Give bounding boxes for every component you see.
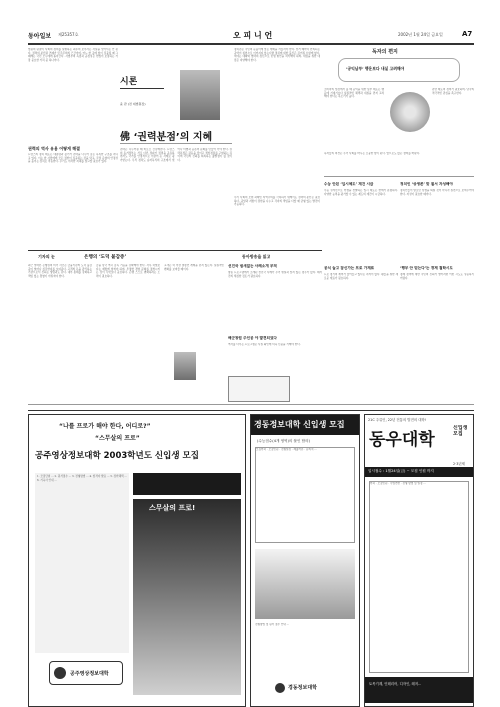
letters-text-2: 관련 제도의 정비가 필요하며, 당국의 적극적인 관심을 촉구한다.: [432, 88, 474, 95]
opinion-text-col-1: 법원의 판결이 사회의 정의를 실현하는 최후의 보루라는 사실을 잊어서는 안 된다. 권력의 분산과 견제가 민주주의의 근간이며, 어느 한 곳에 힘이 집중될 때 그 폐해는 국민 모두에게 돌아간다. 사법부의 독립과 공정성은 헌법이 보장하는 가장 중요한 가치 중 하나이다.: [28, 48, 118, 62]
ad-gongju-slogan: 스무살의 프로!: [149, 504, 196, 512]
letters-illustration: [390, 92, 430, 132]
lower-text-2: 역사를 다루는 프로그램은 사실 확인에 더욱 신중을 기해야 한다.: [228, 343, 301, 346]
letter-headline-4: ‘행부 안 믿는다’는 경제 철학시도: [400, 266, 453, 270]
ad-kyungdong-photo: [255, 549, 355, 619]
ad-dongwoo: [364, 414, 474, 707]
contact-box: [228, 376, 290, 402]
paper-name: 동아일보: [28, 33, 52, 40]
ad-dongwoo-bottom-text: 토목기계, 인테리어, 디자인, 레저...: [369, 682, 422, 686]
author-photo: [180, 70, 220, 120]
ad-gongju-photo: [133, 499, 241, 695]
ads-top-rule: [28, 410, 474, 411]
logo-icon: [275, 683, 285, 693]
letters-top-headline: ‘공익납부’ 행운보다 내실 고려해야: [346, 66, 405, 71]
ad-dongwoo-table: 학과 · 모집인원 · 수업연한 · 전형 방법 및 일정 ...: [369, 481, 469, 673]
column-byline: 윤 관 (전 대법원장): [120, 102, 146, 106]
ad-gongju-title: 공주영상정보대학 2003학년도 신입생 모집: [35, 451, 199, 461]
ad-kyungdong-info: 전형방법 및 원서 접수 안내 ...: [255, 623, 290, 626]
ad-dongwoo-period: 2·3년제: [453, 462, 465, 466]
masthead-rule: [28, 43, 474, 45]
letter-headline-2: 정치인 ‘상생론’ 맞 절서 자성해야: [400, 182, 453, 186]
letter-headline-1: 수능 안된 ‘입시체도’ 재건 시급: [324, 182, 374, 186]
letters-text-6: 프로 경기의 재미가 줄어들고 있다는 지적이 많다. 팬들을 위한 새로운 재료가 필요하다.: [324, 273, 398, 280]
lower-text-1: 방송 프로그램에서 소개된 선진국 사례가 우리 현실과 맞지 않는 경우가 많다. 제작진의 세심한 검토가 필요하다.: [228, 271, 322, 278]
letters-text-7: 경제 정책에 대한 국민의 신뢰가 떨어지면 어떤 시도도 성공하기 어렵다.: [400, 273, 474, 280]
reporter-col-headline: 은행의 ‘도덕 불감증’: [84, 255, 127, 260]
ad-dongwoo-title: 동우대학: [369, 430, 435, 450]
column-tag: 시론: [120, 77, 138, 87]
column-body: 권력은 나누어질 때 비로소 건강해진다. 프랑스의 동거정부는 서로 다른 정파가 권력을 공유하면서도 국가를 안정적으로 이끌어 온 사례로 평가받는다. 우리 정치도 승자독식의 구조에서 벗어나 타협과 공존의 문화를 만들어 가야 한다. 권력분점은 갈등을 줄이고 책임정치를 구현하는 길이며 국민의 신뢰를 회복하는 출발점이 될 것이다.: [120, 148, 232, 162]
letter-headline-3: 공식 늘고 잠신가는 프로 가재료: [324, 266, 375, 270]
ad-gongju-sub-tagline: “스무살의 프로”: [95, 435, 140, 442]
lower-headline-2: 해군창립 주인공 야 발견되었다: [228, 336, 277, 340]
ad-gongju-logo: [49, 661, 123, 685]
issue-date: 2002년 1월 24일 금요일: [398, 32, 443, 37]
column-tag-rule: [120, 88, 164, 89]
reporter-text-2: 금융 당국 역시 감독 기능을 강화해야 한다. 사후 처벌보다는 예방에 힘써야 하며, 투명한 경영 문화를 정착시키는 것이 무엇보다 중요하다. 은행 스스로 변화하려는 노력이 필요하다.: [96, 264, 160, 278]
ad-gongju: [28, 414, 246, 707]
opinion-subhead: 권력의 역사 유용 어떻게 해결: [28, 146, 80, 151]
column-title-rule: [120, 143, 232, 144]
footnote-rule: [28, 404, 474, 405]
ad-dongwoo-line: 입시접수 : 1월24일(금) ~ 모집 인원 까지: [368, 469, 434, 473]
ad-gongju-school: 공주영상정보대학: [70, 671, 109, 677]
ad-dongwoo-label: 신입생 모집: [453, 425, 468, 437]
ad-kyungdong-title: 경동정보대학 신입생 모집: [254, 420, 345, 429]
ad-kyungdong: [250, 414, 360, 707]
ad-gongju-list: 1. 모집단위 ... 2. 원서접수 ... 3. 전형방법 ... 4. 합격자 발표 ... 5. 장학혜택 ... 6. 기숙사 안내 ...: [35, 473, 129, 653]
issue-number: 제25357호: [58, 32, 79, 37]
letters-text-4: 수능 성적만으로 학생을 선발하는 입시 제도는 한계가 분명하다. 다양한 능력을 평가할 수 있는 제도의 재건이 시급하다.: [324, 189, 398, 196]
reader-letters: [324, 48, 474, 334]
lower-columns: [28, 254, 322, 404]
reporter-photo: [174, 352, 196, 380]
logo-icon: [54, 667, 66, 679]
masthead: [28, 30, 474, 42]
column-title: 佛 ‘권력분점’의 지혜: [120, 132, 213, 143]
ad-gongju-banner: [133, 473, 241, 495]
ad-dongwoo-top: 21C 주류인, 22년 전통의 발전의 대학!: [368, 418, 427, 422]
opinion-text-col-4: 우리 사회의 오랜 과제인 지역주의를 극복하기 위해서도 권력의 분산은 필요하다. 중앙과 지방이 권한을 나누고 각자의 책임을 다할 때 균형 있는 발전이 가능하다.: [234, 196, 320, 207]
tv-col-title: 동아방송을 읽고: [242, 254, 271, 259]
section-title: 오 피 니 언: [233, 31, 273, 40]
lower-headline-1: 선진국 냄새없는 사례소개 부적: [228, 264, 277, 268]
opinion-text-col-3: 정치권은 국민의 눈높이에 맞는 개혁을 서둘러야 한다. 선거 때마다 반복되는 공약이 실천으로 이어지지 않는다면 정치에 대한 불신은 깊어질 수밖에 없다. 여야는 대화와 협력의 정신으로 민생 현안을 처리해야 하며, 대립을 위한 대립은 지양해야 한다.: [234, 48, 320, 62]
opinion-text-col-2: 프랑스의 정치 제도는 대통령과 총리가 권력을 나누어 갖는 독특한 구조를 지니고 있다. 이는 한 사람에게 모든 권한이 집중되는 것을 막고, 국정 운영의 안정성을 높이는 장치로 작동한다. 우리도 이러한 지혜를 참고할 필요가 있다.: [28, 153, 118, 164]
page-number: A7: [462, 30, 473, 38]
letters-rule: [324, 176, 474, 177]
letters-text-1: 소비자의 입장에서 볼 때 공익을 위한 납부 제도는 행운에 기대기보다 실질적인 혜택과 내실을 먼저 고려해야 한다는 목소리가 높다.: [324, 88, 384, 99]
ad-gongju-top-tagline: “나를 프로가 해야 한다, 어디로?”: [59, 423, 151, 430]
letters-header: 독자의 편지: [372, 49, 398, 55]
ad-kyungdong-logo: [275, 681, 345, 695]
ad-kyungdong-school: 경동정보대학: [288, 685, 317, 691]
ad-kyungdong-sub: (수능점수(4개 영역)의 불인 합의): [257, 439, 310, 443]
column-main: [120, 48, 232, 248]
reporter-text-3: 고객은 더 이상 말뿐인 개혁을 믿지 않는다. 실질적인 변화를 보여줄 때이다.: [164, 264, 224, 271]
upper-lower-divider: [28, 250, 322, 251]
letters-text-5: 정치인들이 말로만 상생을 외칠 것이 아니라 실천으로 보여주어야 한다. 자성이 필요한 때이다.: [400, 189, 474, 196]
reporter-col-title: 기자의 눈: [38, 254, 55, 259]
ad-kyungdong-table: 모집학과 · 모집인원 · 전형일정 · 제출서류 · 문의처 ...: [255, 447, 355, 543]
letters-text-3: 독자들의 의견은 우리 사회를 바꾸는 소중한 힘이 된다. 앞으로도 많은 참여를 바란다.: [324, 152, 420, 155]
reporter-text-1: 최근 잇따른 은행권의 비리 사건은 금융기관의 도덕 불감증이 얼마나 심각한지를 보여준다. 고객의 돈을 관리하는 기관으로서 신뢰는 생명과도 같다. 내부 통제를 강화하고 책임 있는 경영이 이뤄져야 한다.: [28, 264, 92, 278]
